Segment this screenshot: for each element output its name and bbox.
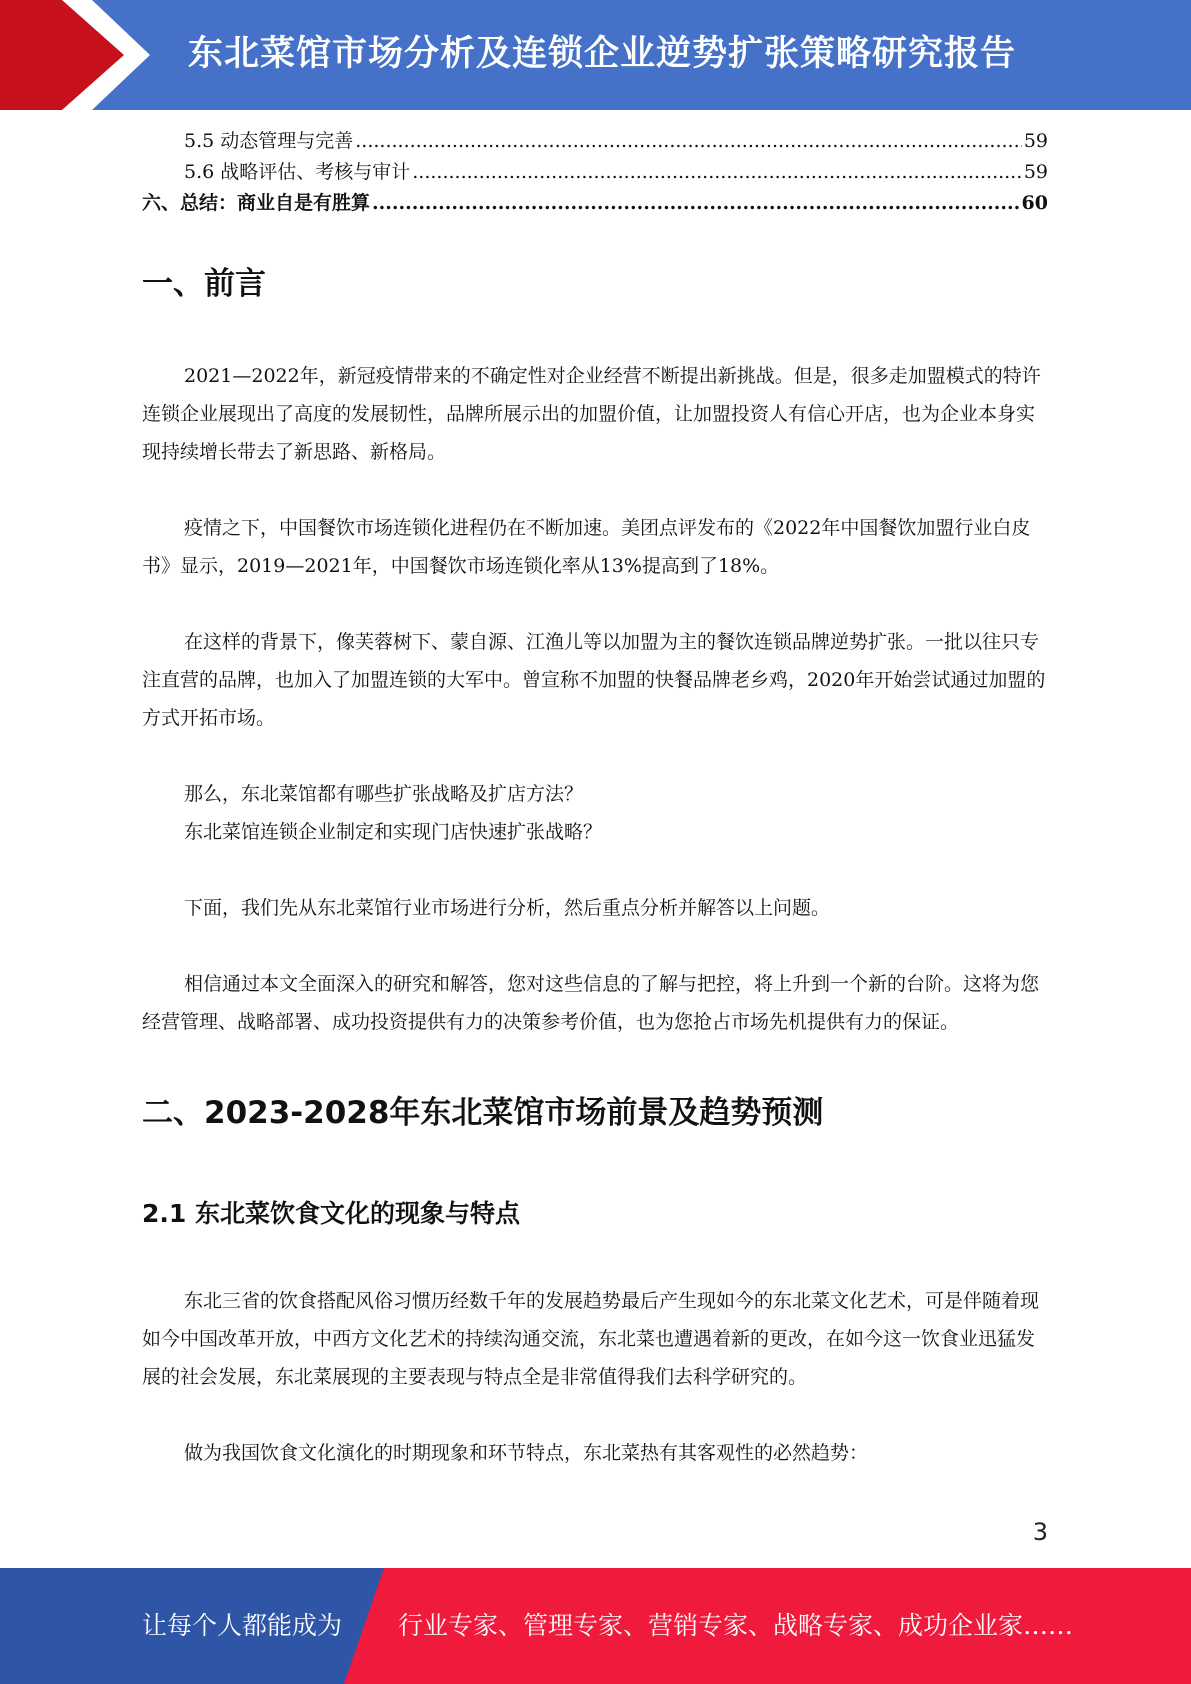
body-paragraph: 东北三省的饮食搭配风俗习惯历经数千年的发展趋势最后产生现如今的东北菜文化艺术，可是伴随着现如今中国改革开放，中西方文化艺术的持续沟通交流，东北菜也遭遇着新的更改，在如今这一饮食业迅猛发展的社会发展，东北菜展现的主要表现与特点全是非常值得我们去科学研究的。 <box>142 1290 1040 1388</box>
toc-entry[interactable] <box>142 188 1048 219</box>
toc-entry-label: 5.5 动态管理与完善 <box>184 130 354 152</box>
section-heading: 二、2023-2028年东北菜馆市场前景及趋势预测 <box>142 1095 824 1131</box>
body-paragraph: 相信通过本文全面深入的研究和解答，您对这些信息的了解与把控，将上升到一个新的台阶。这将为您经营管理、战略部署、成功投资提供有力的决策参考价值，也为您抢占市场先机提供有力的保证。 <box>142 973 1040 1033</box>
page-number: 3 <box>1032 1518 1048 1546</box>
toc-entry[interactable] <box>142 126 1048 157</box>
body-paragraph: 下面，我们先从东北菜馆行业市场进行分析，然后重点分析并解答以上问题。 <box>184 897 831 919</box>
toc-leader-dots <box>355 126 1022 157</box>
toc-leader-dots <box>372 188 1020 219</box>
question-line: 东北菜馆连锁企业制定和实现门店快速扩张战略？ <box>184 821 603 843</box>
question-line: 那么，东北菜馆都有哪些扩张战略及扩店方法？ <box>184 783 584 805</box>
toc-entry-label: 5.6 战略评估、考核与审计 <box>184 161 411 183</box>
body-paragraph: 疫情之下，中国餐饮市场连锁化进程仍在不断加速。美团点评发布的《2022年中国餐饮加盟行业白皮书》显示，2019—2021年，中国餐饮市场连锁化率从13%提高到了18%。 <box>142 517 1031 577</box>
footer-slogan-right: 行业专家、管理专家、营销专家、战略专家、成功企业家…… <box>398 1611 1074 1640</box>
toc-entry[interactable] <box>142 157 1048 188</box>
body-paragraph: 在这样的背景下，像芙蓉树下、蒙自源、江渔儿等以加盟为主的餐饮连锁品牌逆势扩张。一批以往只专注直营的品牌，也加入了加盟连锁的大军中。曾宣称不加盟的快餐品牌老乡鸡，2020年开始尝试通过加盟的方式开拓市场。 <box>142 631 1046 729</box>
main-content <box>142 258 1048 1472</box>
body-paragraph: 做为我国饮食文化演化的时期现象和环节特点，东北菜热有其客观性的必然趋势： <box>184 1442 869 1464</box>
footer-slogan-left: 让每个人都能成为 <box>142 1611 343 1640</box>
toc-leader-dots <box>412 157 1022 188</box>
subsection-heading: 2.1 东北菜饮食文化的现象与特点 <box>142 1199 520 1228</box>
table-of-contents <box>142 126 1048 219</box>
red-chevron-shape <box>0 0 150 110</box>
toc-entry-page: 59 <box>1023 161 1048 183</box>
toc-entry-page: 59 <box>1023 130 1048 152</box>
section-heading: 一、前言 <box>142 266 266 302</box>
toc-entry-label: 六、总结：商业自是有胜算 <box>142 192 371 214</box>
header-bar <box>0 0 1191 110</box>
toc-entry-page: 60 <box>1021 192 1048 214</box>
body-paragraph: 2021—2022年，新冠疫情带来的不确定性对企业经营不断提出新挑战。但是，很多走加盟模式的特许连锁企业展现出了高度的发展韧性，品牌所展示出的加盟价值，让加盟投资人有信心开店，也为企业本身实现持续增长带去了新思路、新格局。 <box>142 365 1041 463</box>
footer-banner <box>0 1568 1191 1684</box>
report-title: 东北菜馆市场分析及连锁企业逆势扩张策略研究报告 <box>188 34 1017 74</box>
